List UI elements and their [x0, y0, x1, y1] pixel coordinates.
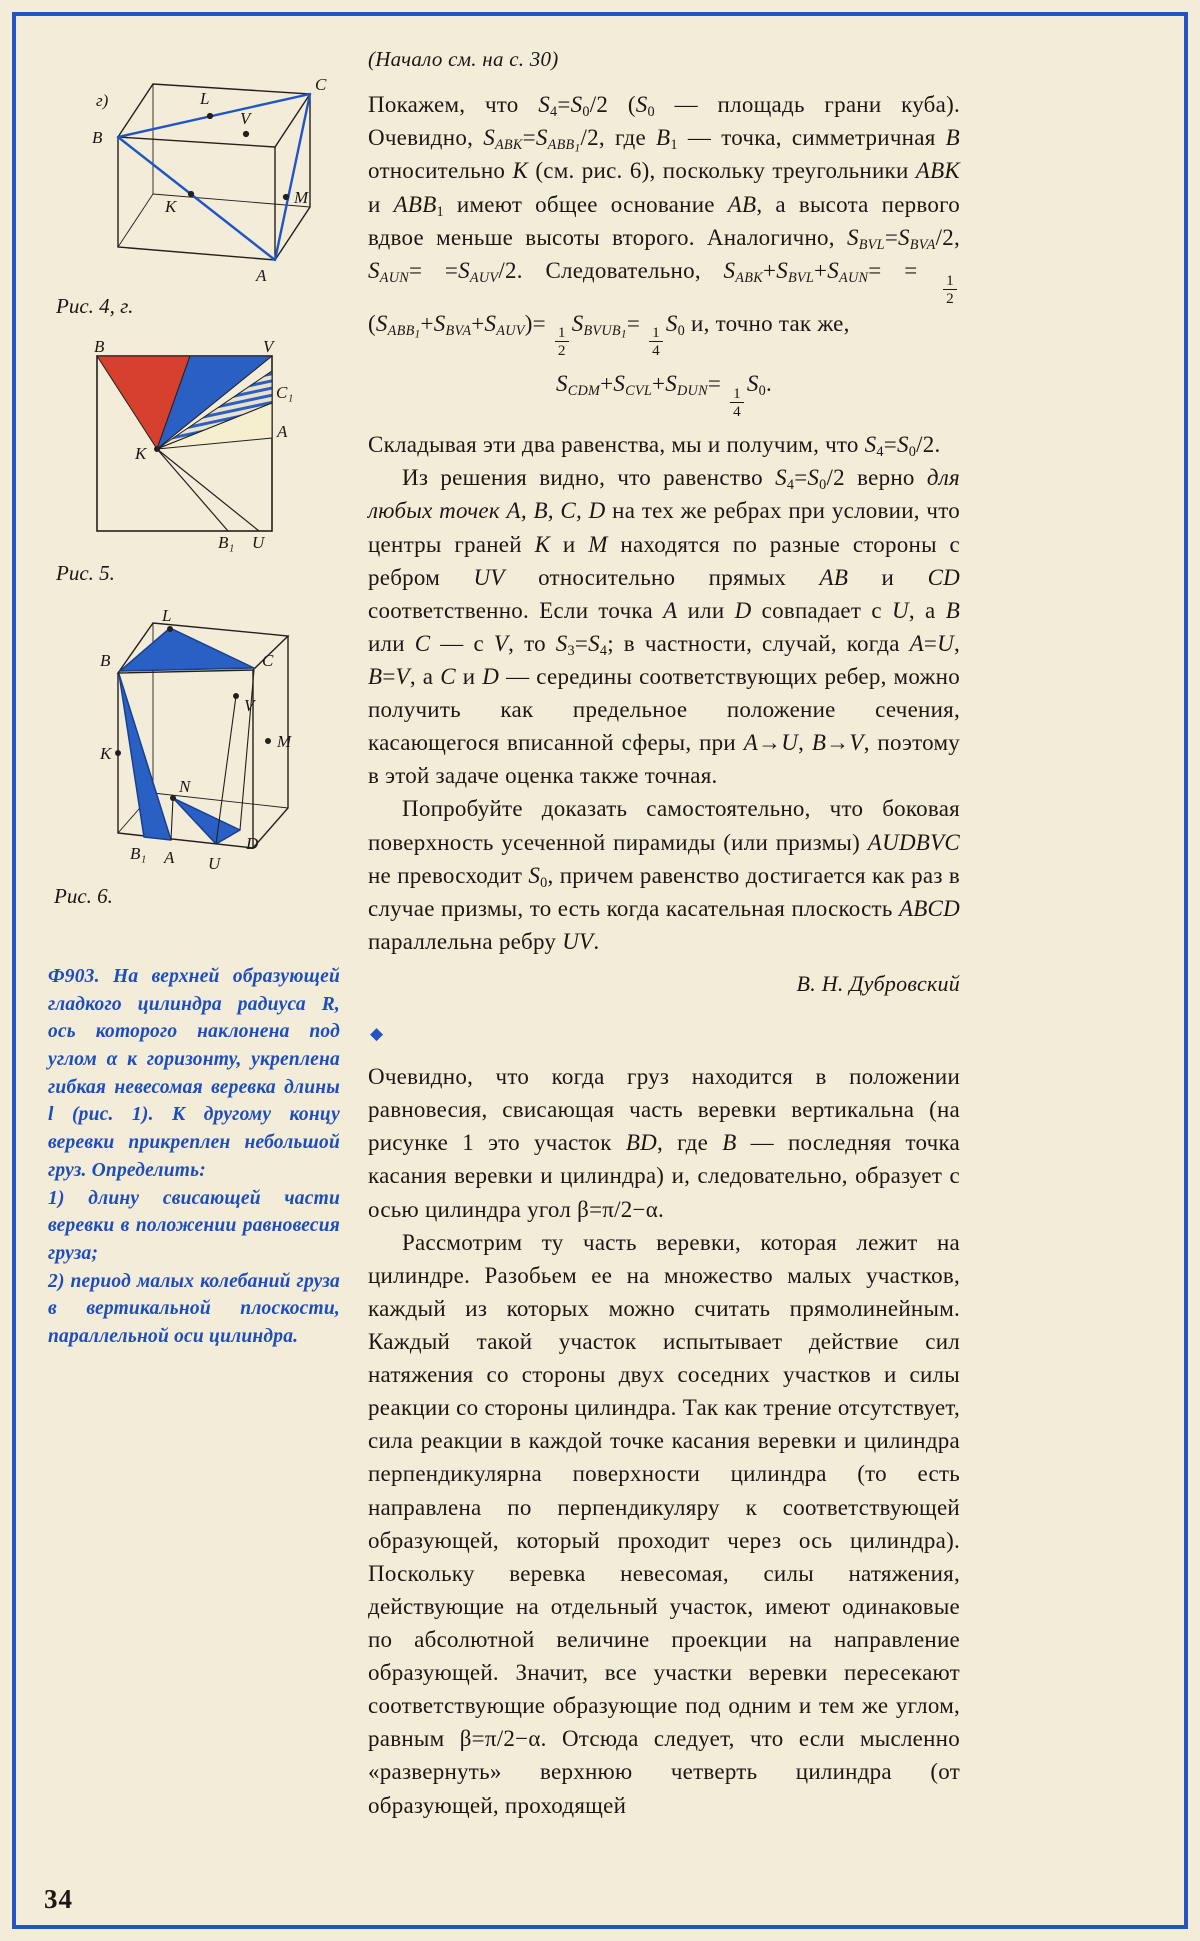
problem-item-1: 1) длину свисающей части веревки в положении равновесия груза; [48, 1187, 340, 1264]
figure-4g [48, 42, 348, 319]
problem-intro: На верхней образующей гладкого цилиндра радиуса R, ось которого наклонена под углом α к горизонту, укреплена гибкая невесомая веревка длины l (рис. 1). К другому концу веревки прикреплен небольшой груз. Определить: [48, 966, 340, 1181]
article-solution-math [368, 88, 960, 999]
left-column [48, 42, 348, 1865]
display-formula: $S_{CDM}+S_{CVL}+S_{DUN}=$ $\frac{1}{4}$ $S_0$. [555, 371, 773, 421]
fig5-caption: Рис. 5. [56, 561, 115, 585]
fig6-label-B: B [100, 651, 111, 670]
right-column [368, 42, 960, 1865]
figure-6 [54, 608, 348, 909]
page-number: 34 [44, 1884, 73, 1914]
section-strips [119, 628, 254, 844]
fig6-label-D: D [246, 834, 259, 853]
physics-paragraph-2: Рассмотрим ту часть веревки, которая лежит на цилиндре. Разобьем ее на множество малых участков, каждый из которых можно считать прямолинейным. Каждый такой участок испытывает действие сил натяжения со стороны двух соседних участков и силы реакции со стороны цилиндра. Так как трение отсутствует, сила реакции в каждой точке касания веревки и цилиндра перпендикулярна поверхности цилиндра (то есть направлена по перпендикуляру к соответствующей образующей, который проходит через ось цилиндра). Поскольку веревка невесомая, силы натяжения, действующие на отдельный участок, имеют одинаковые по абсолютной величине проекции на направление образующей. Значит, все участки веревки пересекают соответствующие образующие под одним и тем же углом, равным β=π/2−α. Отсюда следует, что если мысленно «развернуть» верхнюю четверть цилиндра (от образующей, проходящей [368, 1229, 960, 1818]
fig6-label-A: A [164, 848, 175, 867]
author-signature: В. Н. Дубровский [796, 971, 960, 997]
solution-paragraph-4: Попробуйте доказать самостоятельно, что боковая поверхность усеченной пирамиды (или призмы) AUDBVC не превосходит $S_0$, причем равенство достигается как раз в случае призмы, то есть когда касательная плоскость ABCD параллельна ребру UV. [368, 796, 960, 954]
section-divider-icon: ◆ [370, 1023, 384, 1043]
cube-figure-6 [58, 608, 310, 878]
section-triangle [118, 94, 310, 260]
fig6-caption: Рис. 6. [54, 884, 113, 908]
fig6-label-M: M [277, 732, 292, 751]
fig6-label-V: V [244, 696, 255, 715]
fig6-label-N: N [179, 777, 191, 796]
fig4-label-C: C [315, 75, 327, 94]
problem-item-2: 2) период малых колебаний груза в вертикальной плоскости, параллельной оси цилиндра. [48, 1270, 340, 1347]
construction-lines [157, 449, 259, 531]
marked-points [188, 113, 289, 200]
page-frame [12, 12, 1188, 1929]
article-solution-physics [368, 1060, 960, 1822]
fig5-label-B: B [94, 341, 105, 356]
fig4-label-B: B [92, 128, 103, 147]
fig4-label-V: V [240, 109, 251, 128]
solution-paragraph-3: Из решения видно, что равенство $S_4=S_0/2$ верно для любых точек A, B, C, D на тех же ребрах при условии, что центры граней K и M находятся по разные стороны с ребром UV относительно прямых AB и CD соответственно. Если точка A или D совпадает с U, а B или C — с V, то $S_3=S_4$; в частности, случай, когда A=U, B=V, а C и D — середины соответствующих ребер, можно получить как предельное положение сечения, касающегося вписанной сферы, при A→U, B→V, поэтому в этой задаче оценка также точная. [368, 465, 961, 789]
problem-f903 [48, 963, 340, 1351]
fig6-label-K: K [100, 744, 112, 763]
fig5-label-B1: B₁ [218, 533, 235, 552]
fig4-panel-letter: г) [96, 91, 109, 110]
physics-paragraph-1: Очевидно, что когда груз находится в положении равновесия, свисающая часть веревки вертикальна (на рисунке 1 это участок BD, где B — последняя точка касания веревки и цилиндра) и, следовательно, образует с осью цилиндра угол β=π/2−α. [368, 1064, 960, 1222]
fig6-label-U: U [208, 854, 221, 873]
cube-figure-4g [48, 42, 333, 288]
fig5-label-U: U [252, 533, 265, 552]
fig6-label-C: C [262, 651, 274, 670]
fig5-label-V: V [263, 341, 274, 356]
solution-paragraph-2: Складывая эти два равенства, мы и получим, что $S_4=S_0/2$. [368, 432, 941, 461]
fig6-label-L: L [162, 608, 172, 625]
fig4-caption: Рис. 4, г. [56, 294, 134, 318]
problem-number: Ф903. [48, 966, 100, 987]
fig4-label-K: K [165, 197, 177, 216]
fig5-label-A: A [277, 422, 288, 441]
figure-5 [56, 341, 348, 586]
fig4-label-L: L [200, 89, 210, 108]
solution-paragraph-1: Покажем, что $S_4=S_0/2$ ($S_0$ — площадь грани куба). Очевидно, $S_{ABK}=S_{ABB_1}/2$, где $B_1$ — точка, симметричная B относительно K (см. рис. 6), поскольку треугольники ABK и $ABB_1$ имеют общее основание AB, а высота первого вдвое меньше высоты второго. Аналогично, $S_{BVL}=S_{BVA}/2$, $S_{AUN}= =S_{AUV}/2$. Следовательно, $S_{ABK}+S_{BVL}+S_{AUN}=$ = $\frac{1}{2}$ $(S_{ABB_1}+S_{BVA}+S_{AUV})=$ $\frac{1}{2}$ $S_{BVUB_1}=$ $\frac{1}{4}$ $S_0$ и, точно так же, [368, 92, 960, 360]
problem-statement [48, 963, 340, 1185]
point-K [154, 446, 160, 452]
fig5-label-C1: C₁ [276, 383, 294, 402]
fig5-label-K: K [135, 444, 147, 463]
continuation-note: (Начало см. на с. 30) [368, 47, 559, 71]
fig6-label-B1: B₁ [130, 844, 147, 863]
fig4-label-A: A [256, 266, 267, 285]
square-figure-5 [82, 341, 294, 555]
fig4-label-M: M [294, 188, 309, 207]
